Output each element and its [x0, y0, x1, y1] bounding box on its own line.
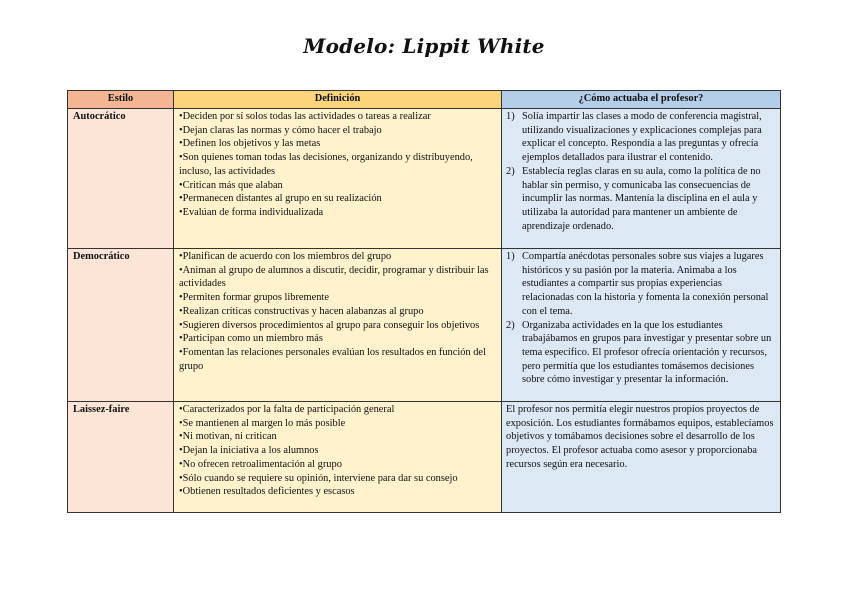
- model-table: [67, 90, 781, 513]
- definition-item: •Planifican de acuerdo con los miembros del grupo: [179, 251, 392, 262]
- style-name: Democrático: [68, 249, 174, 402]
- definition-cell: [174, 109, 502, 249]
- definition-item: •Ni motivan, ni critican: [179, 431, 277, 443]
- item-number: 2): [506, 319, 515, 331]
- definition-item: •Sólo cuando se requiere su opinión, interviene para dar su consejo: [179, 472, 458, 484]
- header-row: [68, 91, 781, 109]
- definition-item: •Evalúan de forma individualizada: [179, 206, 324, 218]
- teacher-paragraph: El profesor nos permitía elegir nuestros propios proyectos de exposición. Los estudiantes formábamos equipos, establecíamos objetivos y tomábamos decisiones sobre el desarrollo de los proyectos. El profesor actuaba como asesor y proporcionaba recursos según era necesario.: [506, 404, 774, 470]
- definition-item: •Realizan críticas constructivas y hacen alabanzas al grupo: [179, 305, 424, 317]
- header-profesor: ¿Cómo actuaba el profesor?: [502, 91, 781, 109]
- item-number: 1): [506, 251, 515, 262]
- definition-cell: [174, 249, 502, 402]
- teacher-list: [506, 250, 775, 387]
- definition-item: •Dejan claras las normas y cómo hacer el trabajo: [179, 124, 382, 136]
- style-name: Autocrático: [68, 109, 174, 249]
- item-text: Compartía anécdotas personales sobre sus viajes a lugares históricos y su pasión por la materia. Animaba a los estudiantes a compartir sus propias experiencias relacionadas con la historia y fomenta la conexión personal con el tema.: [522, 251, 769, 317]
- table-row: [68, 249, 781, 402]
- list-item: [506, 165, 775, 234]
- definition-item: •Caracterizados por la falta de participación general: [179, 404, 395, 415]
- definition-item: •Animan al grupo de alumnos a discutir, decidir, programar y distribuir las actividades: [179, 264, 489, 290]
- definition-item: •Definen los objetivos y las metas: [179, 138, 321, 150]
- definition-item: •Son quienes toman todas las decisiones, organizando y distribuyendo, incluso, las actividades: [179, 152, 473, 177]
- definition-item: •Permiten formar grupos libremente: [179, 292, 329, 304]
- list-item: [506, 250, 775, 319]
- teacher-list: [506, 110, 775, 233]
- table-row: [68, 109, 781, 249]
- definition-cell: [174, 402, 502, 513]
- header-definicion: Definición: [174, 91, 502, 109]
- teacher-cell: [502, 249, 781, 402]
- item-number: 1): [506, 111, 515, 122]
- definition-item: •Permanecen distantes al grupo en su realización: [179, 193, 382, 205]
- definition-item: •Deciden por sí solos todas las actividades o tareas a realizar: [179, 111, 431, 122]
- definition-item: •Fomentan las relaciones personales evalúan los resultados en función del grupo: [179, 346, 486, 372]
- teacher-cell: [502, 109, 781, 249]
- item-number: 2): [506, 165, 515, 177]
- definition-item: •No ofrecen retroalimentación al grupo: [179, 458, 342, 470]
- list-item: [506, 110, 775, 165]
- teacher-cell: [502, 402, 781, 513]
- page-title: Modelo: Lippit White: [303, 34, 545, 58]
- item-text: Establecía reglas claras en su aula, como la política de no hablar sin permiso, y comunicaba las consecuencias de incumplir las normas. Mantenía la disciplina en el aula y utilizaba la autoridad para mantener un ambiente de aprendizaje ordenado.: [522, 165, 761, 232]
- definition-item: •Se mantienen al margen lo más posible: [179, 417, 346, 429]
- style-name: Laissez-faire: [68, 402, 174, 513]
- header-estilo: Estilo: [68, 91, 174, 109]
- list-item: [506, 319, 775, 388]
- item-text: Solía impartir las clases a modo de conferencia magistral, utilizando visualizaciones y explicaciones complejas para explicar el concepto. Respondía a las preguntas y ofrecía ejemplos detallados para ilustrar el contenido.: [522, 111, 762, 164]
- definition-item: •Dejan la iniciativa a los alumnos: [179, 445, 319, 457]
- definition-item: •Critican más que alaban: [179, 179, 283, 191]
- item-text: Organizaba actividades en la que los estudiantes trabajábamos en grupos para investigar y presentar sobre un tema específico. El profesor ofrecía orientación y recursos, pero permitía que los estudiantes tomásemos decisiones sobre cómo investigar y presentar la información.: [522, 319, 772, 386]
- definition-item: •Obtienen resultados deficientes y escasos: [179, 486, 355, 498]
- table-row: [68, 402, 781, 513]
- definition-item: •Sugieren diversos procedimientos al grupo para conseguir los objetivos •Participan como un miembro más: [179, 319, 480, 345]
